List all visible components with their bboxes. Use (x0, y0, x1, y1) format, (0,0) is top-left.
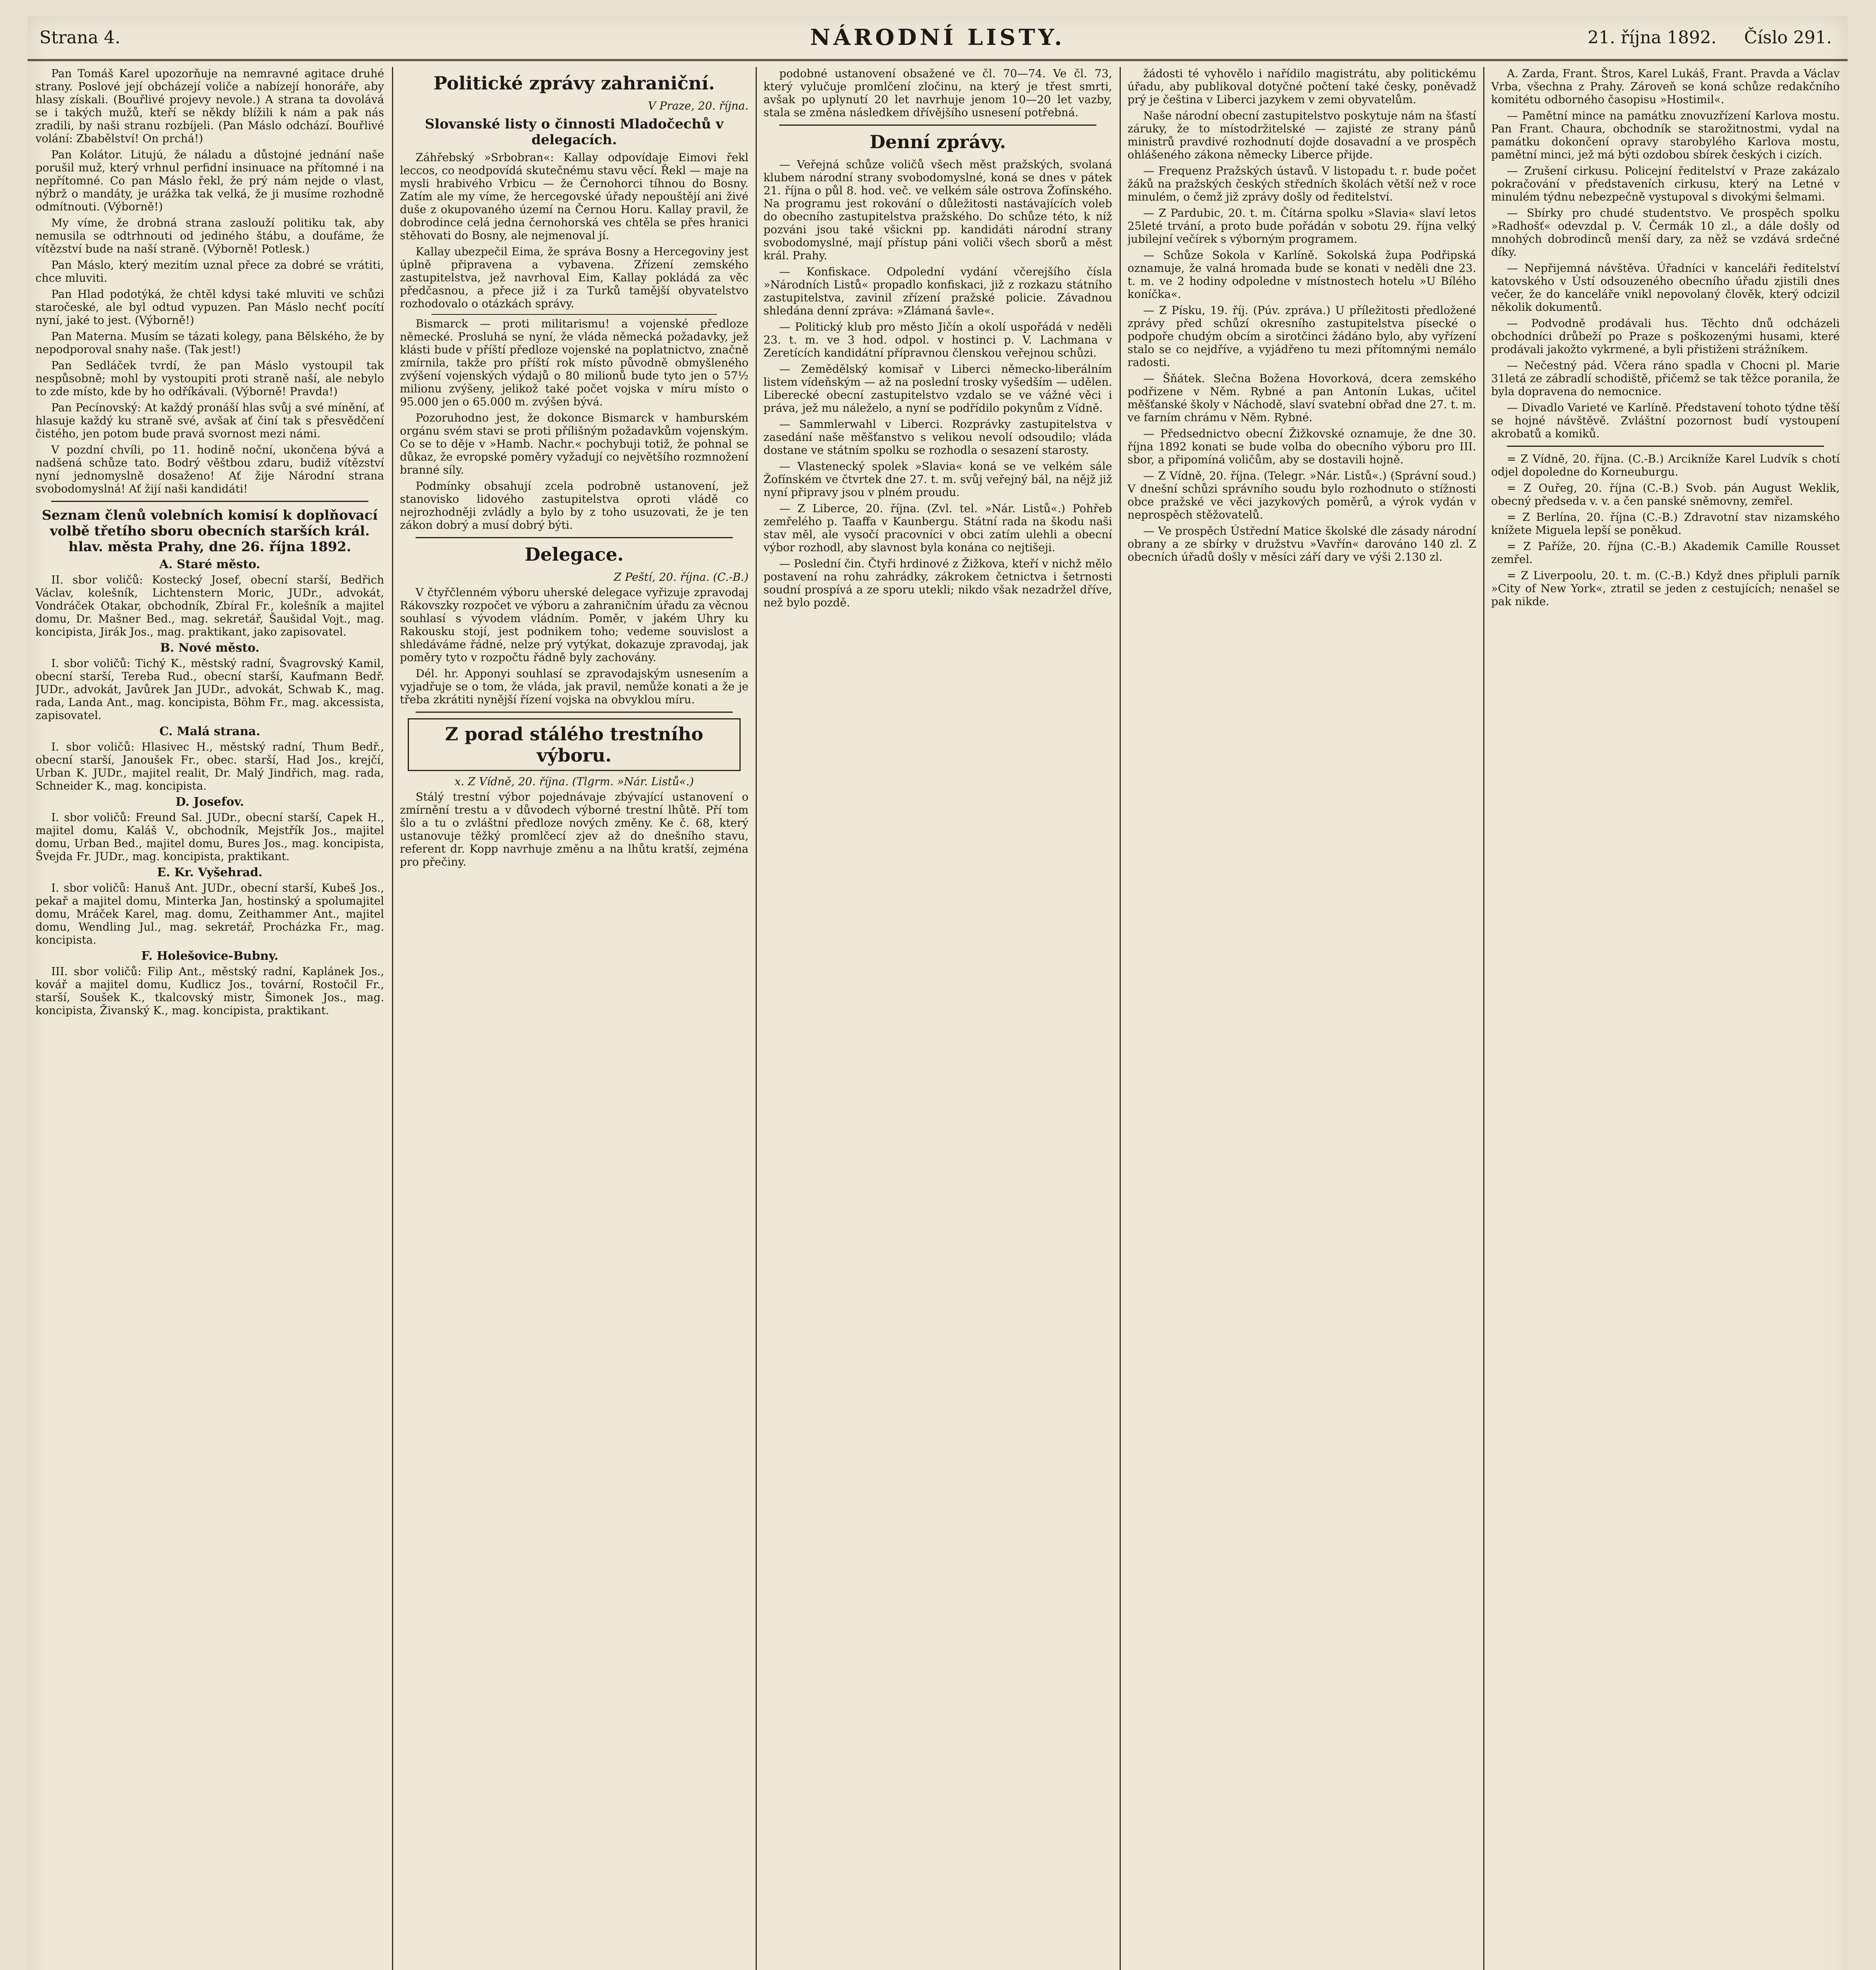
paragraph: I. sbor voličů: Hanuš Ant. JUDr., obecní starší, Kubeš Jos., pekař a majitel domu, Minterka Jan, hostinský a spolumajitel domu, Mráček Karel, mag. domu, Zeithammer Ant., majitel domu, Wendling Jul., mag. sekretář, Procházka Fr., mag. koncipista. (35, 881, 384, 946)
paragraph: — Vlastenecký spolek »Slavia« koná se ve velkém sále Žofínském ve čtvrtek dne 27. t. m. svůj veřejný bál, na nějž již nyní připravy jsou v plném proudu. (763, 460, 1112, 499)
dateline: x. Z Vídně, 20. října. (Tlgrm. »Nár. Listů«.) (454, 775, 694, 788)
paragraph: — Veřejná schůze voličů všech měst pražských, svolaná klubem národní strany svobodomyslné, koná se dnes v pátek 21. října o půl 8. hod. več. ve velkém sále ostrova Žofínského. Na programu jest rokování o důležitosti nastávajících voleb do obecního zastupitelstva pražského. Do schůze této, k níž pozváni jsou také všickni pp. kandidáti národní strany svobodomyslné, mají přístup páni voliči všech sborů a měst král. Prahy. (763, 158, 1112, 262)
separator (431, 314, 717, 315)
paragraph: Bismarck — proti militarismu! a vojenské předloze německé. Prosluhá se nyní, že vláda německá požadavky, jež klásti bude v příští předloze vojenské na poplatnictvo, značně zmírnila, takže pro příští rok místo původně obmyšleného zvýšení vojenských výdajů o 80 milionů bude tyto jen o 57½ milionu zvýšeny, jelikož také počet vojska v míru místo o 95.000 jen o 65.000 m. zvýšen bývá. (400, 317, 749, 408)
paragraph: — Divadlo Varieté ve Karlíně. Představení tohoto týdne těší se hojné návštěvě. Zvláštní pozornost budí vystoupení akrobatů a komiků. (1491, 401, 1840, 440)
separator (779, 125, 1096, 126)
paragraph: — Schůze Sokola v Karlíně. Sokolská župa Podřipská oznamuje, že valná hromada bude se konati v neděli dne 23. t. m. ve 2 hodiny odpoledne v místnostech hotelu »U Bílého koníčka«. (1127, 249, 1476, 301)
separator (51, 501, 368, 502)
paragraph: Dél. hr. Apponyi souhlasí se zpravodajským usnesením a vyjadřuje se o tom, že vláda, jak pravil, nemůže konati a že je třeba zkrátiti nynější řízení vojska na obvyklou míru. (400, 667, 749, 706)
paragraph: V pozdní chvíli, po 11. hodině noční, ukončena bývá a nadšená schůze tato. Bodrý věštbou zdaru, budiž vítězství nyní jednomyslně dosaženo! Ať žije Národní strana svobodomyslná! Ať žijí naši kandidáti! (35, 443, 384, 495)
paragraph: I. sbor voličů: Hlasivec H., městský radní, Thum Bedř., obecní starší, Janoušek Fr., obec. starší, Had Jos., krejčí, Urban K. JUDr., majitel realit, Dr. Malý Jindřich, mag. rada, Schneider K., mag. koncipista. (35, 740, 384, 792)
paragraph: — Předsednictvo obecní Žižkovské oznamuje, že dne 30. října 1892 konati se bude volba do obecního výboru pro III. sbor, a připomíná voličům, aby se dostavili hojně. (1127, 427, 1476, 466)
paragraph: Pan Materna. Musím se tázati kolegy, pana Bělského, že by nepodporoval snahy naše. (Tak jest!) (35, 330, 384, 356)
page-number: Strana 4. (39, 28, 121, 48)
paragraph: — Šňátek. Slečna Božena Hovorková, dcera zemského podřizene v Něm. Rybné a pan Antonín Lukas, učitel měšťanské školy v Náchodě, slaví svatební obřad dne 27. t. m. ve farním chrámu v Něm. Rybné. (1127, 372, 1476, 424)
paragraph: Naše národní obecní zastupitelstvo poskytuje nám na šťastí záruky, že to místodržitelské — zajisté ze strany pánů ministrů pravdivé rozhodnutí dojde dosavadní a ve prospěch ohlášeného zákona německy Liberce přijde. (1127, 109, 1476, 161)
paragraph: Pan Tomáš Karel upozorňuje na nemravné agitace druhé strany. Poslové její obcházejí voliče a nabízejí honoráře, aby hlasy získali. (Bouřlivé projevy nevole.) A strana ta dovolává se i takých mužů, kteří se někdy blížili k nám a pak nás zradili, by naši stranu rozbíjeli. (Pan Máslo odchází. Bouřlivé volání: Zbabělství! On prchá!) (35, 67, 384, 145)
paragraph: Podmínky obsahují zcela podrobně ustanovení, jež stanovisko lidového zastupitelstva oproti vládě co nejrozhodněji zvládly a bylo by z toho usuzovati, že je ten zákon dobrý a musí dobrý býti. (400, 479, 749, 532)
column-2 (400, 67, 749, 1970)
telegram-item: = Z Vídně, 20. října. (C.-B.) Arcikníže Karel Ludvík s chotí odjel dopoledne do Korneuburgu. (1491, 452, 1840, 478)
section-heading: C. Malá strana. (159, 725, 260, 738)
paragraph: — Z Liberce, 20. října. (Zvl. tel. »Nár. Listů«.) Pohřeb zemřelého p. Taaffa v Kaunbergu. Státní rada na škodu naši stav měl, ale vysočí pracovníci v obci zatím ulehli a obecní výbor rozhodl, aby slavnost byla konána co nejtišeji. (763, 502, 1112, 554)
paragraph: — Poslední čin. Čtyři hrdinové z Žižkova, kteří v nichž mělo postavení na rohu zahrádky, zákrokem četnictva i šetrnosti soudní prospívá a ze sporu utekli; nikdo však nezadržel dříve, než bylo pozdě. (763, 557, 1112, 609)
paragraph: V čtyřčlenném výboru uherské delegace vyřizuje zpravodaj Rákovszky rozpočet ve výboru a zahraničním úřadu za věcnou souhlasí s vývodem vládním. Poměr, v jakém Uhry ku Rakousku stojí, jest podnikem toho; vedeme souvislost a shledáváme řádné, nelze prý vytýkat, dokazuje zpravodaj, jak poměry tyto v rozpočtu řádně byly zachovány. (400, 586, 749, 664)
issue-date: 21. října 1892. (1587, 28, 1717, 48)
paragraph: — Z Pardubic, 20. t. m. Čítárna spolku »Slavia« slaví letos 25leté trvání, a proto bude pořádán v sobotu 29. října velký jubilejní večírek s výborným programem. (1127, 206, 1476, 245)
telegram-item: = Z Ouřeg, 20. října (C.-B.) Svob. pán August Weklik, obecný předseda v. v. a čen panské sněmovny, zemřel. (1491, 481, 1840, 507)
section-heading: E. Kr. Vyšehrad. (157, 866, 263, 879)
columns (28, 67, 1848, 1970)
section-heading: A. Staré město. (159, 558, 260, 571)
section-heading: F. Holešovice-Bubny. (141, 949, 279, 963)
paragraph: — Politický klub pro město Jičín a okolí uspořádá v neděli 23. t. m. ve 3 hod. odpol. v hostinci p. V. Lachmana v Zeretících kandidátní přípravnou členskou veřejnou schůzi. (763, 320, 1112, 359)
paragraph: — Konfiskace. Odpolední vydání včerejšího čísla »Národních Listů« propadlo konfiskaci, již z rozkazu státního zastupitelstva, zavinil zřízení pražské policie. Závadnou shledána denní zpráva: »Zlámaná šavle«. (763, 265, 1112, 317)
list-heading: Seznam členů volebních komisí k doplňovací volbě třetího sboru obecních starších král. hlav. města Prahy, dne 26. října 1892. (42, 507, 378, 555)
paragraph: Záhřebský »Srbobran«: Kallay odpovídaje Eimovi řekl leccos, co neodpovídá skutečnému stavu věcí. Řekl — maje na mysli hrabivého Vrbicu — že Černohorci tíhnou do Bosny. Zatím ale my víme, že hercegovské úřady nepouštějí ani živé duše z okupovaného území na Černou Horu. Kallay pravil, že dobrodince celá jedna černohorská ves chtěla se přes hranici stěhovati do Bosny, ale nejmenoval jí. (400, 151, 749, 242)
newspaper-title: NÁRODNÍ LISTY. (810, 24, 1065, 50)
issue-info (1588, 28, 1832, 48)
paragraph: Pozoruhodno jest, že dokonce Bismarck v hamburském orgánu svém stavi se proti přílišným požadavkům vojenským. Co se to děje v »Hamb. Nachr.« pochybuji totiž, že pohnal se důkaz, že evropské poměry vyžadují co největšího rozmnožení branné síly. (400, 411, 749, 476)
paragraph: — Nepřijemná návštěva. Úřadníci v kanceláři ředitelství katovského v Ústí odsouzeného obecního úřadu zjistili dnes večer, že do kanceláře vnikl nepovolaný člověk, který odcizil několik dokumentů. (1491, 262, 1840, 314)
paragraph: — Sbírky pro chudé studentstvo. Ve prospěch spolku »Radhošť« odevzdal p. V. Čermák 10 zl., a dále došly od mnohých dobrodinců menší dary, za něž se vzdává srdečné díky. (1491, 206, 1840, 258)
paragraph: I. sbor voličů: Freund Sal. JUDr., obecní starší, Capek H., majitel domu, Kaláš V., obchodník, Mejstřík Jos., majitel domu, Urban Bed., majitel domu, Bures Jos., mag. koncipista, Švejda Fr. JUDr., mag. koncipista, praktikant. (35, 811, 384, 863)
paragraph: — Z Vídně, 20. října. (Telegr. »Nár. Listů«.) (Správní soud.) V dnešní schůzi správního soudu bylo rozhodnuto o stížnosti obce pražské ve věci jazykových poměrů, a výrok vydán v neprospěch stěžovatelů. (1127, 469, 1476, 521)
paragraph: — Zrušení cirkusu. Policejní ředitelství v Praze zakázalo pokračování v představeních cirkusu, který na Letné v minulém týdnu nebezpečně vystupoval s divokými šelmami. (1491, 164, 1840, 203)
separator (416, 537, 733, 538)
issue-number: Číslo 291. (1744, 28, 1832, 48)
telegram-item: = Z Berlína, 20. října (C.-B.) Zdravotní stav nizamského knížete Miguela lepší se poněkud. (1491, 511, 1840, 537)
paragraph: — Podvodně prodávali hus. Těchto dnů odcházeli obchodníci drůbeží po Praze s poškozenými husami, které prodávali jakožto vykrmené, a byli přistiženi strážníkem. (1491, 317, 1840, 356)
section-title: Delegace. (524, 544, 624, 565)
dateline: Z Peští, 20. října. (C.-B.) (614, 571, 749, 584)
paragraph: III. sbor voličů: Filip Ant., městský radní, Kaplánek Jos., kovář a majitel domu, Kudlicz Jos., tovární, Rostočil Fr., starší, Soušek K., tkalcovský mistr, Šimonek Jos., mag. koncipista, Živanský K., mag. koncipista, praktikant. (35, 965, 384, 1017)
paragraph: Pan Hlad podotýká, že chtěl kdysi také mluviti ve schůzi staročeské, ale byl odtud vypuzen. Pan Máslo nechť pocítí nyní, jaké to jest. (Výborně!) (35, 288, 384, 327)
section-title: Z porad stálého trestního výboru. (445, 723, 704, 766)
boxed-heading (408, 718, 741, 771)
dateline: V Praze, 20. října. (648, 99, 749, 112)
telegram-item: = Z Liverpoolu, 20. t. m. (C.-B.) Když dnes připluli parník »City of New York«, ztratil se jeden z cestujících; nenašel se pak nikde. (1491, 569, 1840, 608)
separator (1507, 446, 1824, 447)
column-3 (763, 67, 1112, 1970)
paragraph: — Sammlerwahl v Liberci. Rozprávky zastupitelstva v zasedání naše měšťanstvo s velikou nevolí odsoudilo; vláda dostane ve státním spolku se rozhodla o sesazení starosty. (763, 418, 1112, 457)
paragraph: Pan Máslo, který mezitím uznal přece za dobré se vrátiti, chce mluviti. (35, 258, 384, 284)
telegram-item: = Z Paříže, 20. října (C.-B.) Akademik Camille Rousset zemřel. (1491, 540, 1840, 566)
section-heading: D. Josefov. (175, 795, 244, 809)
paragraph: Pan Pecínovský: At každý pronáší hlas svůj a své mínění, ať hlasuje každý ku straně své, avšak ať činí tak s přesvědčení čistého, jen potom bude pravá svornost mezi námi. (35, 401, 384, 440)
paragraph: Pan Kolátor. Litujú, že náladu a důstojné jednání naše porušil muž, který vrhnul perfidní insinuace na přítomné i na nepřítomné. Co pan Máslo řekl, že prý nám nejde o vlast, nýbrž o mandáty, je urážka tak velká, že ji musíme rozhodně odmítnouti. (Výborně!) (35, 148, 384, 213)
paragraph: — Ve prospěch Ústřední Matice školské dle zásady národní obrany a ze sbírky v družstvu »Vavřín« darováno 140 zl. Z obecních úřadů došly v měsíci září dary ve výši 2.130 zl. (1127, 524, 1476, 563)
paragraph: — Pamětní mince na památku znovuzřízení Karlova mostu. Pan Frant. Chaura, obchodník se starožitnostmi, vydal na památku dokončení opravy starobylého Karlova mostu, pamětní minci, jež má býti ozdobou sbírek českých i cizích. (1491, 109, 1840, 161)
paragraph: II. sbor voličů: Kostecký Josef, obecní starší, Bedřich Václav, kolešník, Lichtenstern Moric, JUDr., advokát, Vondráček Otakar, obchodník, Zbíral Fr., kolešník a majitel domu, Dr. Mašner Bed., mag. sekretář, Šaušidal Vojt., mag. koncipista, Jirák Jos., mag. praktikant, jako zapisovatel. (35, 573, 384, 638)
paragraph: Kallay ubezpečil Eima, že správa Bosny a Hercegoviny jest úplně připravena a vybavena. Zřízení zemského zastupitelstva, jež navrhoval Eim, Kallay pokládá za věc předčasnou, a přece již i za Turků tamější obyvatelstvo rozhodovalo o otázkách správy. (400, 245, 749, 310)
paragraph: — Zemědělský komisař v Liberci německo-liberálním listem vídeňským — až na poslední trosky vyšedším — udělen. Liberecké obecní zastupitelstvo vzdalo se ve vážné věci i práva, jež mu náleželo, a nyní se podřídilo pokynům z Vídně. (763, 362, 1112, 414)
section-title: Politické zprávy zahraniční. (433, 72, 715, 94)
article-heading: Slovanské listy o činnosti Mladočechů v delegacích. (425, 116, 724, 148)
paragraph: My víme, že drobná strana zaslouží politiku tak, aby nemusila se odtrhnouti od jediného štábu, a doufáme, že vítězství bude na naší straně. (Výborně! Potlesk.) (35, 216, 384, 255)
paragraph: I. sbor voličů: Tichý K., městský radní, Švagrovský Kamil, obecní starší, Tereba Rud., obecní starší, Kaufmann Bedř. JUDr., advokát, Javůrek Jan JUDr., advokát, Schwab K., mag. rada, Landa Ant., mag. koncipista, Böhm Fr., mag. akcessista, zapisovatel. (35, 657, 384, 722)
section-heading: B. Nové město. (160, 641, 260, 655)
paragraph: podobné ustanovení obsažené ve čl. 70—74. Ve čl. 73, který vylučuje promlčení zločinu, na který je třest smrti, avšak po uplynutí 20 let navrhuje jenom 10—20 let vazby, stala se změna následkem dřívějšího usnesení potřebná. (763, 67, 1112, 119)
column-4 (1127, 67, 1476, 1970)
paragraph: A. Zarda, Frant. Štros, Karel Lukáš, Frant. Pravda a Václav Vrba, všechna z Prahy. Zároveň se koná schůze redakčního komitétu odborného časopisu »Hostimil«. (1491, 67, 1840, 106)
paragraph: — Nečestný pád. Včera ráno spadla v Chocni pl. Marie 31letá ze zábradlí schodiště, přičemž se tak těžce poranila, že byla dopravena do nemocnice. (1491, 359, 1840, 398)
separator (416, 712, 733, 713)
section-title: Denní zprávy. (869, 131, 1006, 152)
paragraph: — Frequenz Pražských ústavů. V listopadu t. r. bude počet žáků na pražských českých středních školách větší než v roce minulém, o čemž již zprávy došly od ředitelství. (1127, 164, 1476, 203)
column-1 (35, 67, 384, 1970)
newspaper-page (28, 16, 1848, 1970)
column-5 (1491, 67, 1840, 1970)
paragraph: žádosti té vyhovělo i nařídilo magistrátu, aby politickému úřadu, aby publikoval dotyčné počtení také česky, poněvadž prý je čeština v Liberci jazykem v zemi obyvatelům. (1127, 67, 1476, 106)
paragraph: — Z Písku, 19. říj. (Púv. zpráva.) U příležitosti předložené zprávy před schůzí okresního zastupitelstva písecké o podpoře chudým obcím a sirotčinci žádáno bylo, aby vyřízení stalo se co nejdříve, a vyjádřeno tu mezi přítomnými nemálo radosti. (1127, 304, 1476, 369)
paragraph: Stálý trestní výbor pojednávaje zbývající ustanovení o zmírnění trestu a v důvodech výborné trestní lhůtě. Pří tom šlo a tu o zvláštní předloze nových změny. Ke č. 68, který ustanovuje těžký promlčecí zjev až do dnešního stavu, referent dr. Kopp navrhuje změnu a na lhůtu kratší, zejména pro přečiny. (400, 790, 749, 868)
paragraph: Pan Sedláček tvrdí, že pan Máslo vystoupil tak nespůsobně; mohl by vystoupiti proti straně naší, ale nebylo to zde místo, kde by ho odříkávali. (Výborně! Pravda!) (35, 359, 384, 398)
masthead (28, 16, 1848, 61)
